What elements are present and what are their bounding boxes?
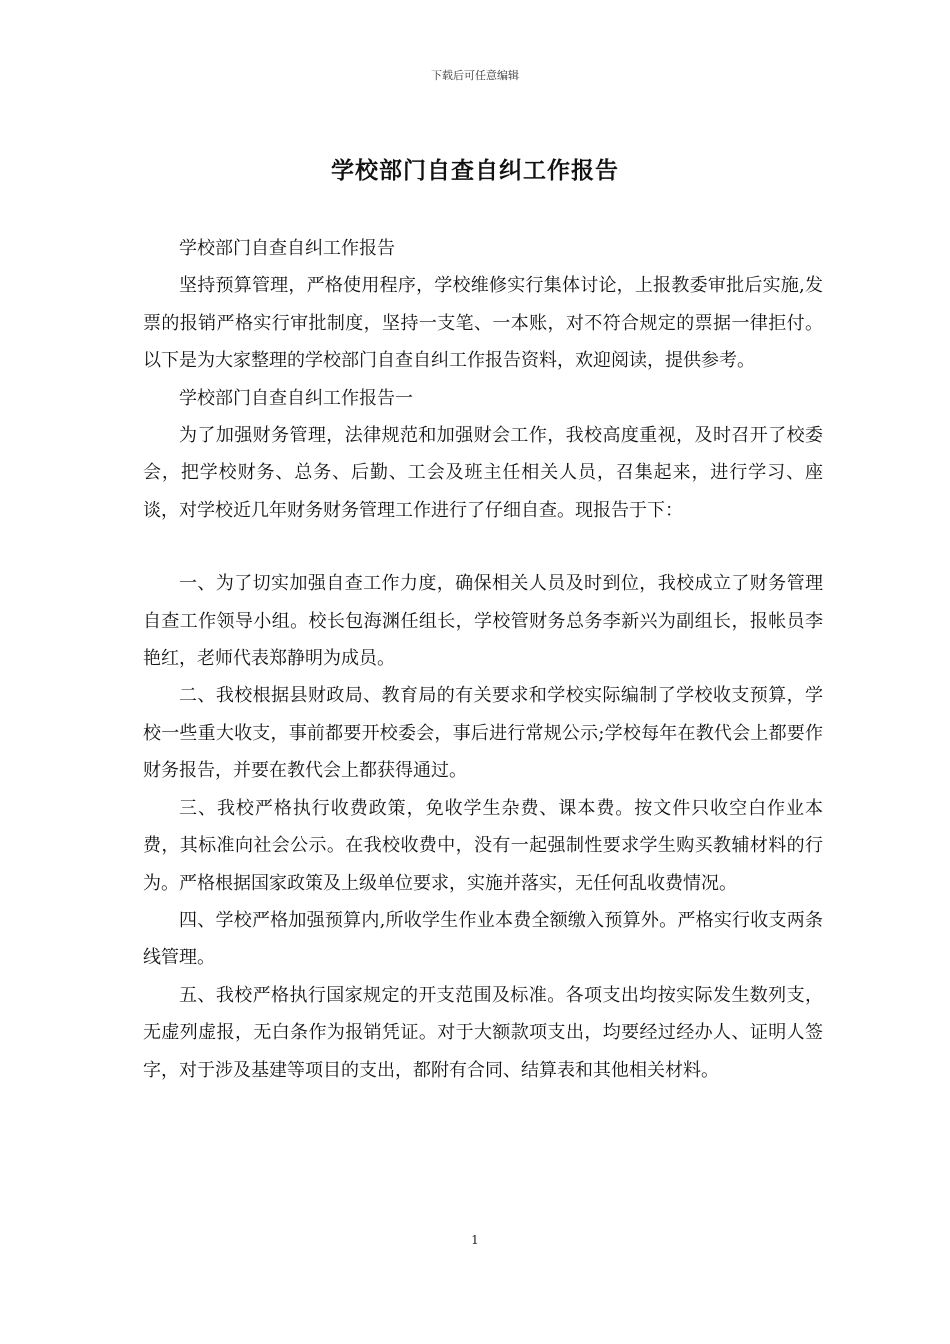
paragraph-section-heading: 学校部门自查自纠工作报告一 bbox=[179, 387, 413, 409]
paragraph-item-4: 四、学校严格加强预算内,所收学生作业本费全额缴入预算外。严格实行收支两条线管理。 bbox=[143, 909, 823, 969]
document-body bbox=[143, 230, 823, 1089]
paragraph-spacer bbox=[143, 529, 823, 565]
paragraph-intro: 坚持预算管理，严格使用程序，学校维修实行集体讨论，上报教委审批后实施,发票的报销严格实行审批制度，坚持一支笔、一本账，对不符合规定的票据一律拒付。以下是为大家整理的学校部门自查自纠工作报告资料，欢迎阅读，提供参考。 bbox=[143, 275, 823, 372]
paragraph-item-1: 一、为了切实加强自查工作力度，确保相关人员及时到位，我校成立了财务管理自查工作领导小组。校长包海渊任组长，学校管财务总务李新兴为副组长，报帐员李艳红，老师代表郑静明为成员。 bbox=[143, 573, 823, 670]
page-number: 1 bbox=[471, 1233, 479, 1247]
paragraph-item-3: 三、我校严格执行收费政策，免收学生杂费、课本费。按文件只收空白作业本费，其标准向社会公示。在我校收费中，没有一起强制性要求学生购买教辅材料的行为。严格根据国家政策及上级单位要求，实施并落实，无任何乱收费情况。 bbox=[143, 797, 823, 894]
document-title: 学校部门自查自纠工作报告 bbox=[331, 157, 619, 184]
paragraph-subtitle: 学校部门自查自纠工作报告 bbox=[179, 238, 395, 259]
paragraph-item-5: 五、我校严格执行国家规定的开支范围及标准。各项支出均按实际发生数列支，无虚列虚报，无白条作为报销凭证。对于大额款项支出，均要经过经办人、证明人签字，对于涉及基建等项目的支出，都附有合同、结算表和其他相关材料。 bbox=[143, 984, 823, 1081]
paragraph-item-2: 二、我校根据县财政局、教育局的有关要求和学校实际编制了学校收支预算，学校一些重大收支，事前都要开校委会，事后进行常规公示;学校每年在教代会上都要作财务报告，并要在教代会上都获得通过。 bbox=[143, 685, 823, 782]
header-note: 下载后可任意编辑 bbox=[431, 69, 519, 82]
paragraph-overview: 为了加强财务管理，法律规范和加强财会工作，我校高度重视，及时召开了校委会，把学校财务、总务、后勤、工会及班主任相关人员，召集起来，进行学习、座谈，对学校近几年财务财务管理工作进行了仔细自查。现报告于下： bbox=[143, 425, 823, 521]
